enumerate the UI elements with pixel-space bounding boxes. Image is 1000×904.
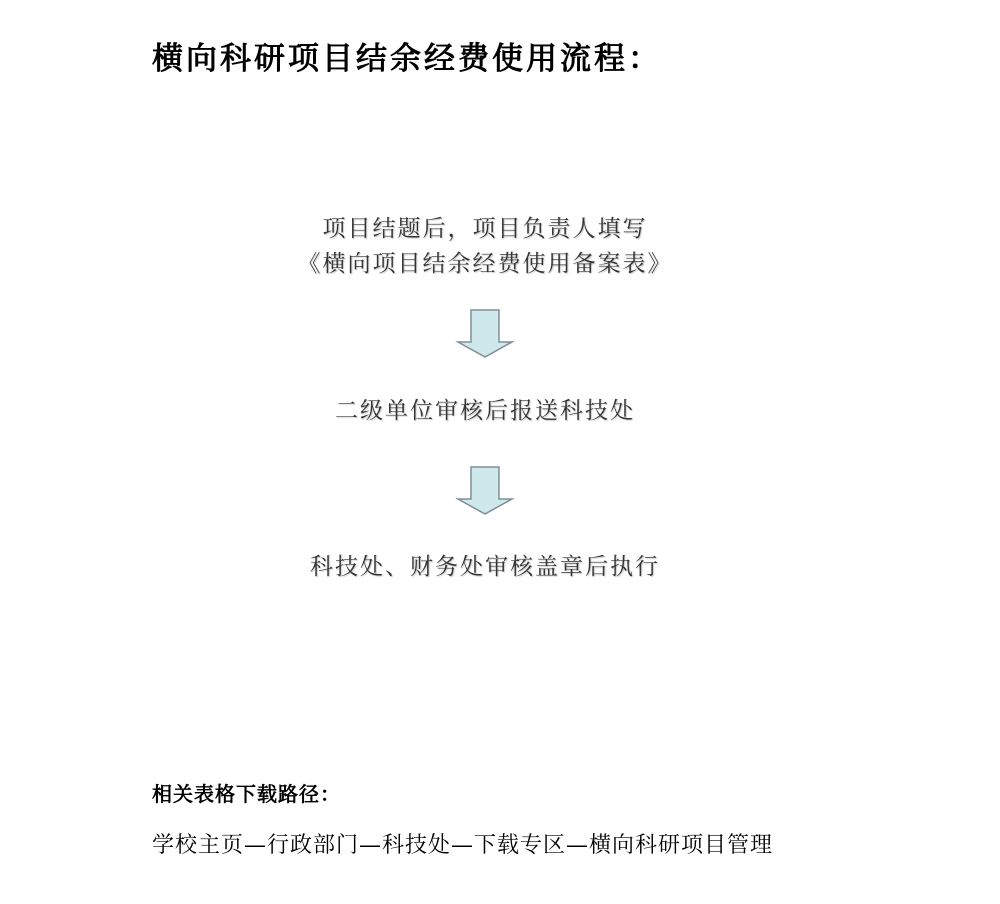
flow-step-text: 二级单位审核后报送科技处 xyxy=(335,398,635,424)
flow-step-text: 《横向项目结余经费使用备案表》 xyxy=(297,251,673,277)
download-path-text: 学校主页—行政部门—科技处—下载专区—横向科研项目管理 xyxy=(152,833,774,858)
down-arrow-shape xyxy=(458,310,512,357)
download-section-heading: 相关表格下载路径： xyxy=(152,782,341,806)
flow-step-text: 科技处、财务处审核盖章后执行 xyxy=(310,554,660,580)
flow-step-text: 项目结题后，项目负责人填写 xyxy=(322,216,648,242)
flow-step-final-approval xyxy=(250,550,720,585)
flow-step-fill-form xyxy=(250,212,720,282)
down-arrow-shape xyxy=(458,467,512,514)
process-flowchart xyxy=(250,200,720,600)
page-title: 横向科研项目结余经费使用流程： xyxy=(152,41,662,77)
down-arrow-icon xyxy=(455,309,515,359)
down-arrow-icon xyxy=(455,466,515,516)
flow-step-unit-review xyxy=(250,394,720,429)
